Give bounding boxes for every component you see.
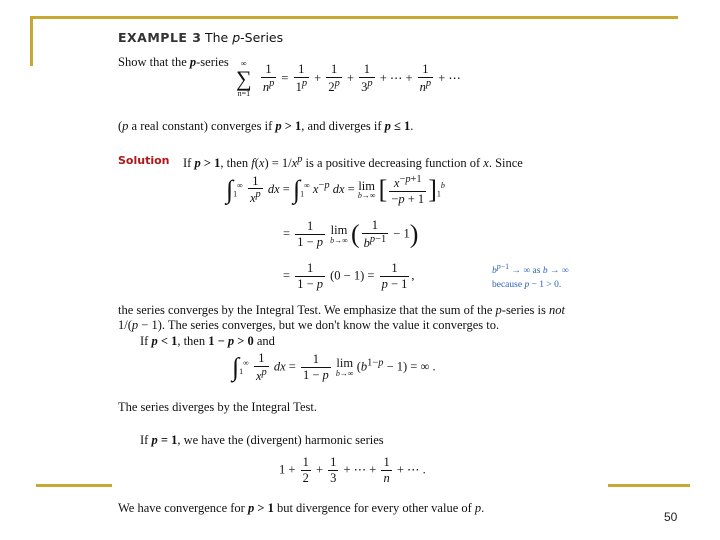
diverge-text: The series diverges by the Integral Test. [118, 400, 317, 414]
diverge-integral: $\int_1^\infty$ $\frac{1}{x^p}$ dx = $\frac{1}{1 - p}$ lim b→∞ $(b^{1-p} - 1)$ = ∞ . [232, 351, 436, 383]
case-p-one-text: If p = 1, we have the (divergent) harmonic series [140, 433, 384, 447]
integral-line-3: = $\frac{1}{1 - p}$ (0 − 1) = $\frac{1}{p - 1}$ , [283, 261, 415, 291]
conclusion-text: We have convergence for p > 1 but divergence for every other value of p. [118, 501, 485, 515]
top-rule [30, 16, 678, 19]
side-note-line-1: $b^{p-1}$ → ∞ as b → ∞ [492, 262, 569, 277]
harmonic-series: 1 + $\frac{1}{2}$ + $\frac{1}{3}$ + ⋯ + $\frac{1}{n}$ + ⋯ . [279, 455, 426, 485]
intro-text: Show that the p-series [118, 55, 229, 69]
case-p-less-text: If p < 1, then 1 − p > 0 and [140, 334, 275, 348]
solution-text: If p > 1, then $f(x) = 1/x^p$ is a positive decreasing function of x. Since [183, 154, 523, 171]
statement-text: (p a real constant) converges if p > 1, and diverges if p ≤ 1. [118, 119, 414, 133]
converge-text-1: the series converges by the Integral Test. We emphasize that the sum of the p-series is not [118, 303, 565, 317]
integral-line-1: $\int_1^\infty$ $\frac{1}{x^p}$ dx = $\int_1^\infty$ $x^{-p}$ dx = lim b→∞ [ $\frac{x^{-p+1}}{-p + 1}$ ]$_1^b$ [226, 173, 445, 206]
bottom-rule-right [608, 484, 690, 487]
side-note-line-2: because p − 1 > 0. [492, 280, 562, 291]
side-note [492, 261, 569, 293]
series-equation: ∞ ∑ n=1 $\frac{1}{n^p}$ = $\frac{1}{1^p}$ + $\frac{1}{2^p}$ + $\frac{1}{3^p}$ + ⋯ + $\frac{1}{n^p}$ + ⋯ [236, 59, 461, 98]
example-title: The p-Series [205, 30, 284, 45]
example-label: EXAMPLE 3 [118, 30, 202, 45]
left-rule [30, 16, 33, 66]
bottom-rule-left [36, 484, 112, 487]
integral-line-2: = $\frac{1}{1 - p}$ lim b→∞ ( $\frac{1}{b^{p-1}}$ − 1) [283, 218, 419, 250]
page-number: 50 [664, 510, 678, 524]
solution-label: Solution [118, 154, 170, 167]
converge-text-2: 1/(p − 1). The series converges, but we don't know the value it converges to. [118, 318, 500, 332]
